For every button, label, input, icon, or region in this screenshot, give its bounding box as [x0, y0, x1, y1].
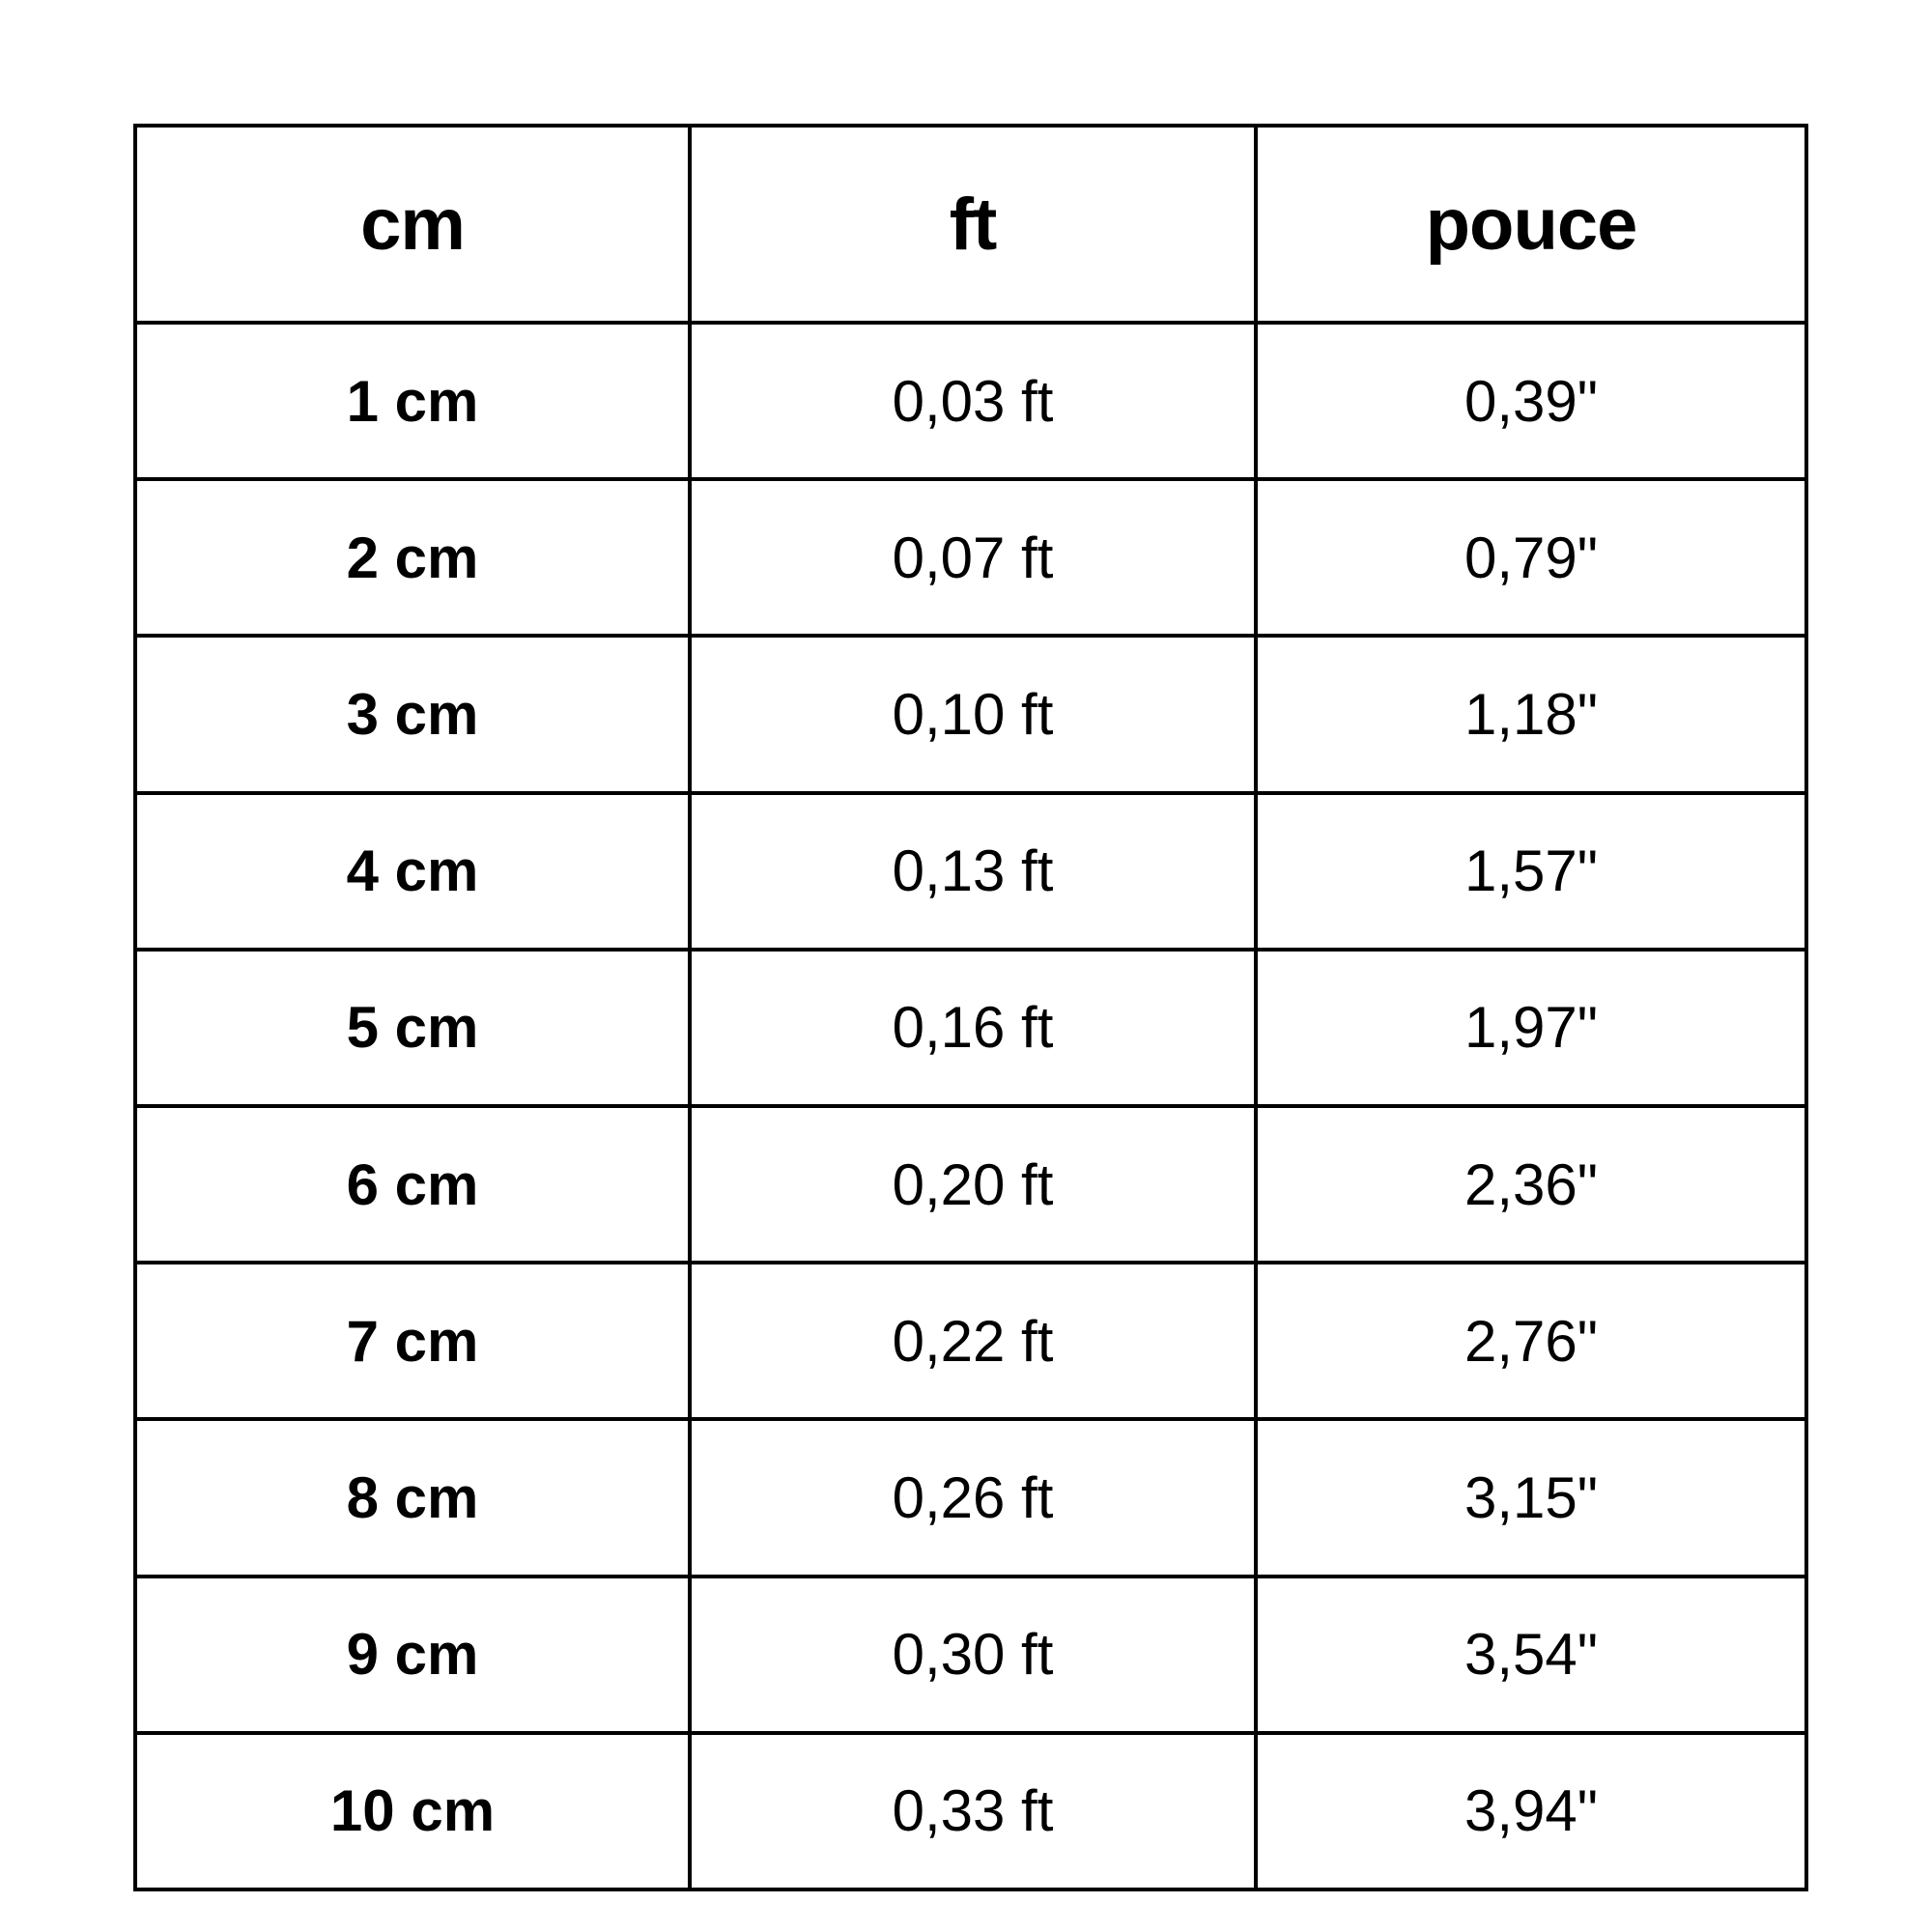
cell-ft: 0,33 ft — [690, 1733, 1256, 1889]
cell-ft: 0,22 ft — [690, 1263, 1256, 1419]
column-header-cm: cm — [135, 126, 690, 323]
cell-pouce: 2,76" — [1256, 1263, 1806, 1419]
cell-pouce: 3,94" — [1256, 1733, 1806, 1889]
table-header — [135, 126, 1806, 323]
cell-pouce: 1,57" — [1256, 793, 1806, 950]
cell-pouce: 0,79" — [1256, 479, 1806, 636]
table-row — [135, 950, 1806, 1106]
cell-ft: 0,10 ft — [690, 636, 1256, 792]
cell-ft: 0,07 ft — [690, 479, 1256, 636]
cell-ft: 0,20 ft — [690, 1106, 1256, 1263]
table-row — [135, 1577, 1806, 1733]
cell-pouce: 0,39" — [1256, 323, 1806, 479]
cell-cm: 4 cm — [135, 793, 690, 950]
cell-pouce: 2,36" — [1256, 1106, 1806, 1263]
cell-ft: 0,30 ft — [690, 1577, 1256, 1733]
column-header-ft: ft — [690, 126, 1256, 323]
cell-cm: 8 cm — [135, 1419, 690, 1576]
cell-cm: 9 cm — [135, 1577, 690, 1733]
cell-ft: 0,13 ft — [690, 793, 1256, 950]
table-row — [135, 1263, 1806, 1419]
cell-cm: 10 cm — [135, 1733, 690, 1889]
column-header-pouce: pouce — [1256, 126, 1806, 323]
cell-cm: 5 cm — [135, 950, 690, 1106]
cell-pouce: 1,97" — [1256, 950, 1806, 1106]
cell-pouce: 3,15" — [1256, 1419, 1806, 1576]
cell-cm: 2 cm — [135, 479, 690, 636]
table-body — [135, 323, 1806, 1889]
conversion-table-container — [133, 124, 1804, 1891]
cell-pouce: 1,18" — [1256, 636, 1806, 792]
cell-ft: 0,26 ft — [690, 1419, 1256, 1576]
table-row — [135, 479, 1806, 636]
cell-ft: 0,16 ft — [690, 950, 1256, 1106]
cell-cm: 7 cm — [135, 1263, 690, 1419]
table-row — [135, 323, 1806, 479]
conversion-table — [133, 124, 1808, 1891]
cell-cm: 3 cm — [135, 636, 690, 792]
cell-pouce: 3,54" — [1256, 1577, 1806, 1733]
table-row — [135, 636, 1806, 792]
table-row — [135, 793, 1806, 950]
cell-cm: 1 cm — [135, 323, 690, 479]
table-row — [135, 1106, 1806, 1263]
table-row — [135, 1419, 1806, 1576]
table-row — [135, 1733, 1806, 1889]
table-header-row — [135, 126, 1806, 323]
cell-ft: 0,03 ft — [690, 323, 1256, 479]
cell-cm: 6 cm — [135, 1106, 690, 1263]
